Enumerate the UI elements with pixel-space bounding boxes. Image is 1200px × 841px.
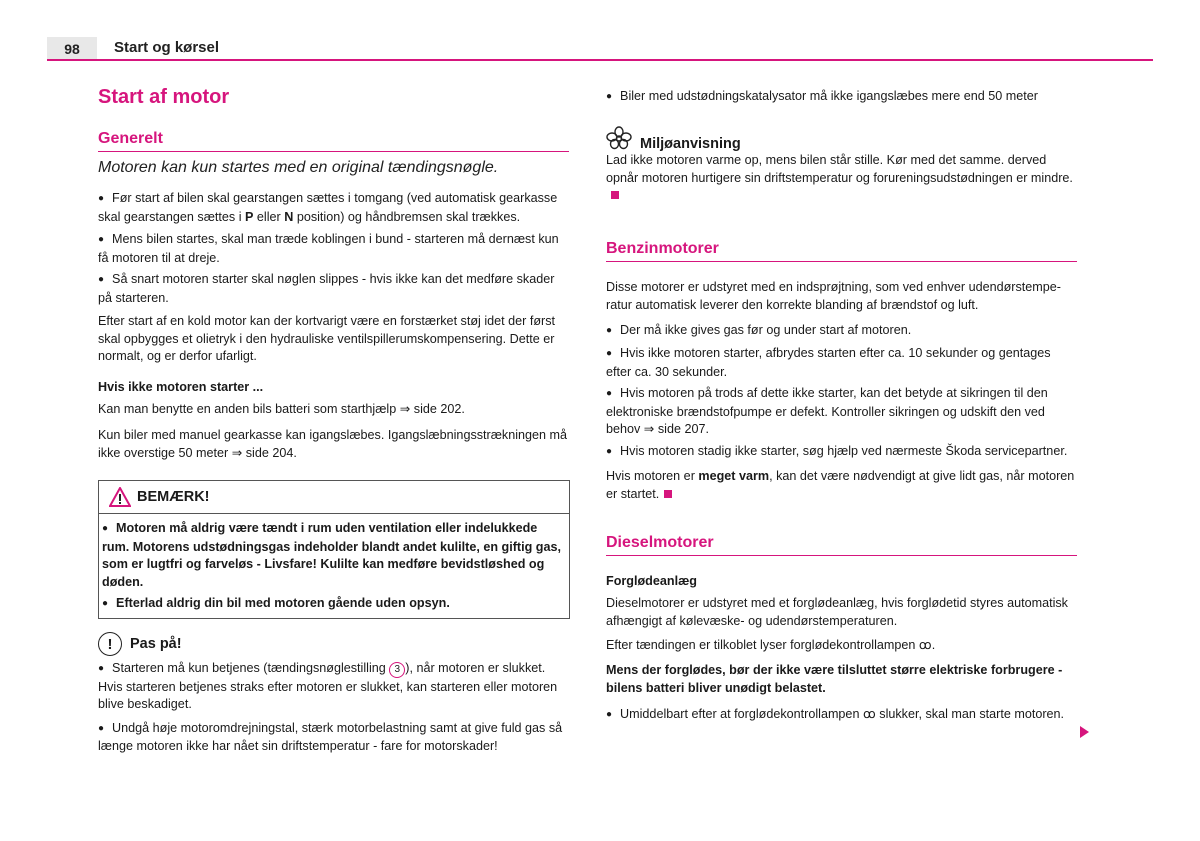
section-heading-benzin: Benzinmotorer — [606, 240, 1077, 262]
glow-plug-icon: ꝏ — [918, 638, 932, 652]
flower-icon — [606, 126, 632, 150]
lead-text: Motoren kan kun startes med en original tændingsnøgle. — [98, 159, 499, 176]
ignition-position-icon: 3 — [389, 662, 405, 678]
list-item: ● Mens bilen startes, skal man træde koblingen i bund - starteren må dernæst kun få motoren til at dreje. — [98, 231, 569, 267]
page-heading: Start af motor — [98, 86, 230, 108]
header-rule — [47, 59, 1153, 61]
chapter-title: Start og kørsel — [114, 39, 220, 56]
paragraph: Disse motorer er udstyret med en indsprøjtning, som ved enhver udendørstempe-ratur automatisk leverer den korrekte blanding af brændstof og luft. — [606, 280, 1061, 312]
environment-label: Miljøanvisning — [640, 136, 741, 152]
warning-label: BEMÆRK! — [137, 489, 210, 505]
section-heading-generelt: Generelt — [98, 130, 569, 152]
glow-plug-icon: ꝏ — [862, 707, 876, 721]
subheading: Forglødeanlæg — [606, 574, 697, 588]
warning-item: ● Efterlad aldrig din bil med motoren gående uden opsyn. — [102, 595, 566, 614]
paragraph: Kan man benytte en anden bils batteri som starthjælp ⇒ side 202. — [98, 402, 465, 416]
list-item: ● Biler med udstødningskatalysator må ikke igangslæbes mere end 50 meter — [606, 88, 1077, 107]
caution-item: ● Starteren må kun betjenes (tændingsnøglestilling 3 ), når motoren er slukket. Hvis starteren betjenes straks efter motoren er slukket, kan starteren eller motoren blive beskadiget. — [98, 660, 569, 714]
warning-header — [99, 481, 569, 514]
section-heading-diesel: Dieselmotorer — [606, 534, 1077, 556]
list-item: ● Hvis ikke motoren starter, afbrydes starten efter ca. 10 sekunder og gentages efter ca. 30 sekunder. — [606, 345, 1077, 381]
list-item: ● Hvis motoren stadig ikke starter, søg hjælp ved nærmeste Škoda servicepartner. — [606, 443, 1077, 462]
caution-item: ● Undgå høje motoromdrejningstal, stærk motorbelastning samt at give fuld gas så længe motoren ikke har nået sin driftstemperatur - fare for motorskader! — [98, 720, 569, 756]
end-marker-icon — [611, 191, 619, 199]
list-item: ● Umiddelbart efter at forglødekontrollampen ꝏ slukker, skal man starte motoren. — [606, 706, 1077, 725]
list-item: ● Der må ikke gives gas før og under start af motoren. — [606, 322, 1077, 341]
paragraph: Dieselmotorer er udstyret med et forglødeanlæg, hvis forglødetid styres automatisk afhængigt af kølevæske- og udendørstemperaturen. — [606, 596, 1068, 628]
page-number: 98 — [47, 37, 97, 61]
list-item: ● Hvis motoren på trods af dette ikke starter, kan det betyde at sikringen til den elektroniske brændstofpumpe er defekt. Kontroller sikringen og udskift den ved behov ⇒ side 207. — [606, 385, 1077, 439]
paragraph: Hvis motoren er meget varm, kan det være nødvendigt at give lidt gas, når motoren er startet. — [606, 469, 1075, 501]
bold-notice: Mens der forglødes, bør der ikke være tilsluttet større elektriske forbrugere - bilens batteri bliver unødigt belastet. — [606, 663, 1063, 695]
paragraph: Kun biler med manuel gearkasse kan igangslæbes. Igangslæbningsstrækningen må ikke overstige 50 meter ⇒ side 204. — [98, 428, 568, 460]
paragraph: Efter tændingen er tilkoblet lyser forglødekontrollampen ꝏ. — [606, 638, 936, 652]
environment-text: Lad ikke motoren varme op, mens bilen står stille. Kør med det samme. derved opnår motoren hurtigere sin driftstemperatur og forureningsudstødningen er mindre. — [606, 152, 1077, 205]
warning-triangle-icon — [109, 487, 131, 507]
warning-item: ● Motoren må aldrig være tændt i rum uden ventilation eller indelukkede rum. Motorens udstødningsgas indeholder blandt andet kulilte, en giftig gas, som er lugtfri og farveløs - Livsfare! Kulilte kan medføre bevidstløshed og døden. — [102, 520, 566, 591]
paragraph: Efter start af en kold motor kan der kortvarigt være en forstærket støj idet der først skal opbygges et olietryk i den hydrauliske ventilspillerumskompensering. Dette er normalt, og er derfor ufarligt. — [98, 314, 556, 363]
caution-icon: ! — [98, 632, 122, 656]
end-marker-icon — [664, 490, 672, 498]
subheading: Hvis ikke motoren starter ... — [98, 380, 264, 394]
continue-arrow-icon — [1080, 726, 1089, 738]
list-item: ● Så snart motoren starter skal nøglen slippes - hvis ikke kan det medføre skader på starteren. — [98, 271, 569, 307]
caution-label: Pas på! — [130, 636, 182, 652]
list-item: ● Før start af bilen skal gearstangen sættes i tomgang (ved automatisk gearkasse skal gearstangen sættes i P eller N position) og håndbremsen skal trækkes. — [98, 190, 569, 226]
warning-box — [98, 480, 570, 619]
